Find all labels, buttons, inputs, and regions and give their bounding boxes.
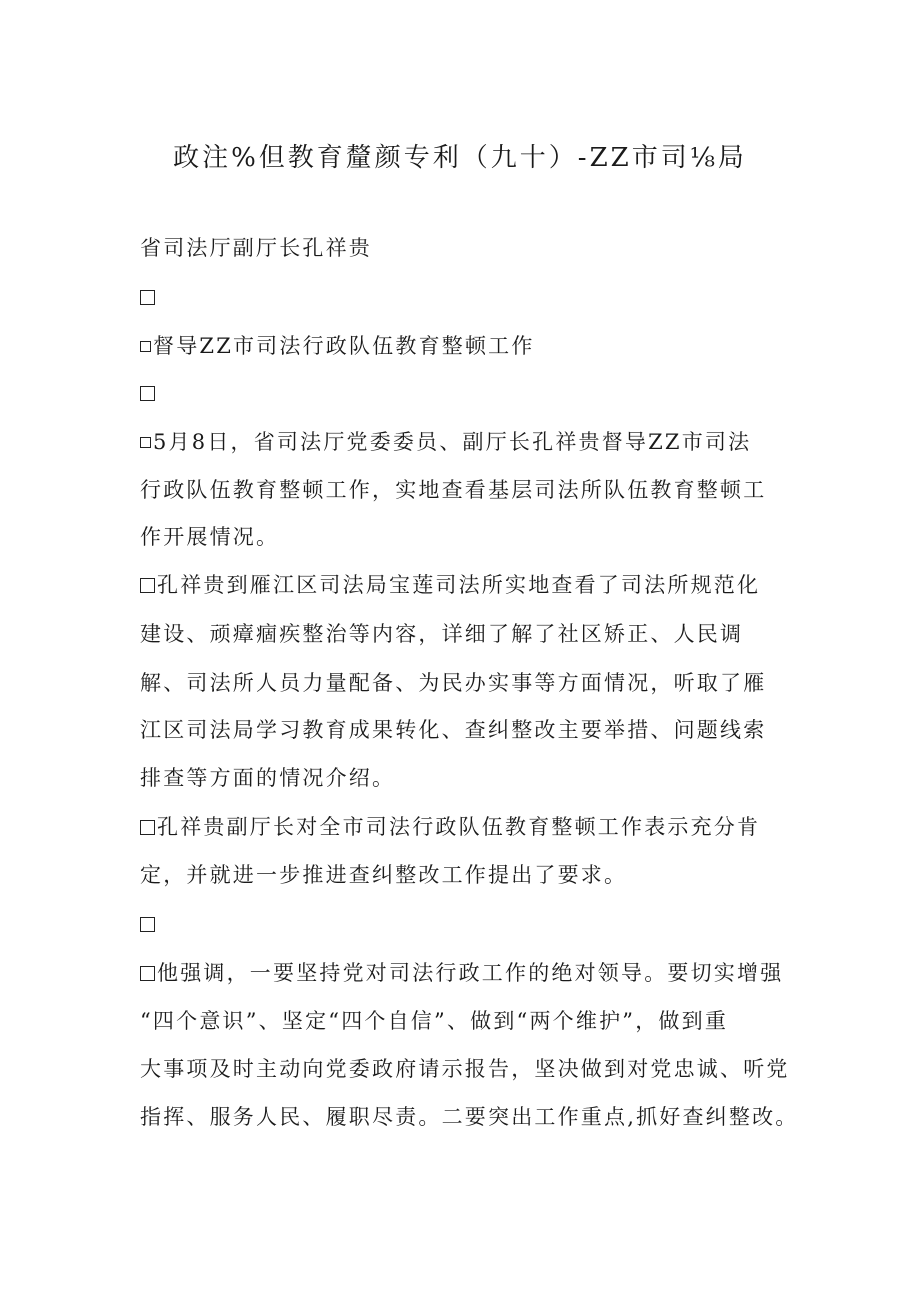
author-line: 省司法厅副厅长孔祥贵: [140, 236, 372, 260]
paragraph-text: 5月8日，省司法厅党委委员、副厅长孔祥贵督导ZZ市司法: [153, 430, 752, 454]
placeholder-box-icon: [140, 437, 151, 448]
empty-paragraph-marker: [140, 909, 157, 939]
paragraph-text: 孔祥贵到雁江区司法局宝莲司法所实地查看了司法所规范化: [157, 573, 761, 597]
paragraph-2-line: [140, 570, 760, 600]
placeholder-box-icon: [140, 386, 155, 401]
paragraph-2-line: 解、司法所人员力量配备、为民办实事等方面情况，听取了雁: [140, 671, 767, 695]
placeholder-box-icon: [140, 820, 155, 835]
subtitle-text: 督导ZZ市司法行政队伍教育整顿工作: [153, 334, 535, 358]
paragraph-1-line: 行政队伍教育整顿工作，实地查看基层司法所队伍教育整顿工: [140, 478, 767, 502]
paragraph-4-line: [140, 958, 783, 988]
subtitle-line: [140, 331, 535, 361]
paragraph-1-line: [140, 427, 751, 457]
placeholder-box-icon: [140, 341, 151, 352]
paragraph-3-line: [140, 812, 760, 842]
paragraph-1-line: 作开展情况。: [140, 525, 280, 549]
paragraph-4-line: 指挥、服务人民、履职尽责。二要突出工作重点,抓好查纠整改。: [140, 1105, 799, 1129]
paragraph-2-line: 排查等方面的情况介绍。: [140, 766, 396, 790]
paragraph-4-line: 大事项及时主动向党委政府请示报告，坚决做到对党忠诚、听党: [140, 1057, 790, 1081]
paragraph-3-line: 定，并就进一步推进查纠整改工作提出了要求。: [140, 863, 628, 887]
placeholder-box-icon: [140, 917, 155, 932]
paragraph-2-line: 江区司法局学习教育成果转化、查纠整改主要举措、问题线索: [140, 718, 767, 742]
empty-paragraph-marker: [140, 282, 157, 312]
placeholder-box-icon: [140, 290, 155, 305]
paragraph-text: 孔祥贵副厅长对全市司法行政队伍教育整顿工作表示充分肯: [157, 815, 761, 839]
paragraph-2-line: 建设、顽瘴痼疾整治等内容，详细了解了社区矫正、人民调: [140, 622, 744, 646]
document-title: 政注%但教育釐颜专利（九十）-ZZ市司⅛局: [173, 143, 747, 173]
paragraph-4-line: “四个意识”、坚定“四个自信”、做到“两个维护”，做到重: [140, 1009, 729, 1033]
empty-paragraph-marker: [140, 378, 157, 408]
placeholder-box-icon: [140, 578, 155, 593]
placeholder-box-icon: [140, 966, 155, 981]
paragraph-text: 他强调，一要坚持党对司法行政工作的绝对领导。要切实增强: [157, 961, 784, 985]
